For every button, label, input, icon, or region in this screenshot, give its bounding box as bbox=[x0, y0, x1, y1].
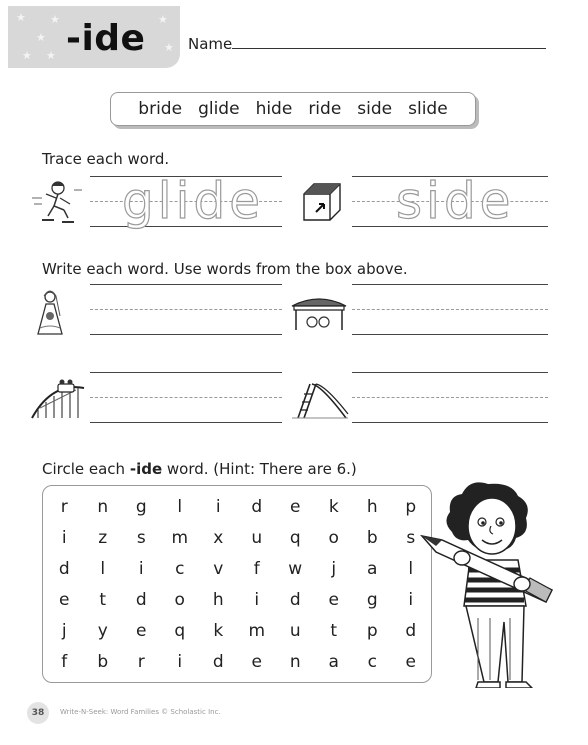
boy-with-pencil-icon bbox=[418, 478, 558, 688]
grid-letter[interactable]: l bbox=[100, 559, 106, 579]
grid-letter[interactable]: i bbox=[215, 497, 221, 517]
word-bank-item: glide bbox=[198, 99, 240, 119]
grid-letter[interactable]: s bbox=[136, 528, 146, 548]
grid-letter[interactable]: i bbox=[138, 559, 144, 579]
word-bank-item: hide bbox=[255, 99, 293, 119]
bride-icon bbox=[30, 288, 70, 338]
grid-letter[interactable]: h bbox=[212, 590, 224, 610]
grid-letter[interactable]: c bbox=[367, 652, 377, 672]
grid-letter[interactable]: n bbox=[97, 497, 109, 517]
grid-letter[interactable]: g bbox=[366, 590, 378, 610]
grid-letter[interactable]: y bbox=[97, 621, 108, 641]
grid-letter[interactable]: e bbox=[136, 621, 147, 641]
trace-instruction: Trace each word. bbox=[42, 150, 170, 168]
grid-letter[interactable]: e bbox=[405, 652, 416, 672]
word-bank-item: slide bbox=[408, 99, 448, 119]
grid-letter[interactable]: d bbox=[405, 621, 417, 641]
write-line-4[interactable] bbox=[352, 372, 548, 422]
star-icon: ★ bbox=[164, 41, 174, 54]
slide-icon bbox=[290, 380, 350, 420]
footer-credit: Write-N-Seek: Word Families © Scholastic Inc. bbox=[60, 708, 221, 716]
grid-letter[interactable]: o bbox=[328, 528, 339, 548]
name-label: Name bbox=[188, 35, 233, 53]
grid-letter[interactable]: r bbox=[60, 497, 68, 517]
write-line-1[interactable] bbox=[90, 284, 282, 334]
grid-letter[interactable]: j bbox=[331, 559, 337, 579]
word-bank-item: ride bbox=[308, 99, 342, 119]
word-bank-item: bride bbox=[138, 99, 183, 119]
grid-letter[interactable]: g bbox=[135, 497, 147, 517]
grid-letter[interactable]: k bbox=[328, 497, 339, 517]
grid-letter[interactable]: i bbox=[61, 528, 67, 548]
grid-letter[interactable]: m bbox=[248, 621, 266, 641]
grid-letter[interactable]: i bbox=[177, 652, 183, 672]
grid-letter[interactable]: s bbox=[406, 528, 416, 548]
star-icon: ★ bbox=[36, 31, 46, 44]
grid-letter[interactable]: a bbox=[367, 559, 378, 579]
grid-letter[interactable]: u bbox=[251, 528, 263, 548]
star-icon: ★ bbox=[158, 13, 168, 26]
grid-letter[interactable]: h bbox=[366, 497, 378, 517]
word-search-grid bbox=[42, 485, 432, 683]
grid-letter[interactable]: o bbox=[174, 590, 185, 610]
grid-letter[interactable]: f bbox=[253, 559, 260, 579]
grid-letter[interactable]: i bbox=[408, 590, 414, 610]
grid-letter[interactable]: r bbox=[137, 652, 145, 672]
search-instruction bbox=[42, 460, 357, 478]
grid-letter[interactable]: c bbox=[175, 559, 185, 579]
grid-letter[interactable]: u bbox=[289, 621, 301, 641]
grid-letter[interactable]: l bbox=[177, 497, 183, 517]
page-number: 38 bbox=[27, 702, 49, 724]
grid-letter[interactable]: b bbox=[97, 652, 109, 672]
grid-letter[interactable]: w bbox=[288, 559, 303, 579]
star-icon: ★ bbox=[16, 11, 26, 24]
write-instruction: Write each word. Use words from the box above. bbox=[42, 260, 408, 278]
grid-letter[interactable]: d bbox=[251, 497, 263, 517]
grid-letter[interactable]: t bbox=[330, 621, 338, 641]
box-side-icon bbox=[300, 180, 344, 224]
write-line-2[interactable] bbox=[352, 284, 548, 334]
trace-word: glide bbox=[122, 172, 265, 230]
grid-letter[interactable]: d bbox=[212, 652, 224, 672]
grid-letter[interactable]: n bbox=[289, 652, 301, 672]
grid-letter[interactable]: e bbox=[328, 590, 339, 610]
grid-letter[interactable]: v bbox=[213, 559, 224, 579]
grid-letter[interactable]: f bbox=[61, 652, 68, 672]
word-bank-item: side bbox=[357, 99, 393, 119]
write-line-3[interactable] bbox=[90, 372, 282, 422]
grid-letter[interactable]: e bbox=[251, 652, 262, 672]
word-search-letters bbox=[43, 492, 431, 678]
search-instruction-keyword: -ide bbox=[129, 460, 163, 478]
grid-letter[interactable]: z bbox=[98, 528, 108, 548]
grid-letter[interactable]: q bbox=[174, 621, 186, 641]
search-instruction-prefix: Circle each bbox=[42, 460, 130, 478]
trace-line-side[interactable] bbox=[352, 172, 548, 230]
page-title: -ide bbox=[66, 18, 146, 59]
title-tab bbox=[8, 6, 180, 68]
trace-word: side bbox=[396, 172, 515, 230]
grid-letter[interactable]: m bbox=[171, 528, 189, 548]
grid-letter[interactable]: b bbox=[366, 528, 378, 548]
grid-letter[interactable]: d bbox=[289, 590, 301, 610]
star-icon: ★ bbox=[50, 13, 60, 26]
grid-letter[interactable]: p bbox=[405, 497, 417, 517]
grid-letter[interactable]: d bbox=[58, 559, 70, 579]
search-instruction-suffix: word. (Hint: There are 6.) bbox=[162, 460, 357, 478]
trace-line-glide[interactable] bbox=[90, 172, 282, 230]
ride-icon bbox=[30, 378, 86, 422]
name-field[interactable] bbox=[232, 48, 546, 49]
grid-letter[interactable]: k bbox=[213, 621, 224, 641]
grid-letter[interactable]: d bbox=[135, 590, 147, 610]
hide-icon bbox=[290, 292, 348, 332]
grid-letter[interactable]: x bbox=[213, 528, 224, 548]
grid-letter[interactable]: j bbox=[61, 621, 67, 641]
star-icon: ★ bbox=[22, 49, 32, 62]
grid-letter[interactable]: e bbox=[59, 590, 70, 610]
grid-letter[interactable]: i bbox=[254, 590, 260, 610]
word-bank bbox=[110, 92, 476, 126]
grid-letter[interactable]: l bbox=[408, 559, 414, 579]
grid-letter[interactable]: q bbox=[289, 528, 301, 548]
grid-letter[interactable]: p bbox=[366, 621, 378, 641]
skater-icon bbox=[30, 176, 86, 228]
grid-letter[interactable]: a bbox=[328, 652, 339, 672]
grid-letter[interactable]: t bbox=[99, 590, 107, 610]
grid-letter[interactable]: e bbox=[290, 497, 301, 517]
star-icon: ★ bbox=[46, 49, 56, 62]
